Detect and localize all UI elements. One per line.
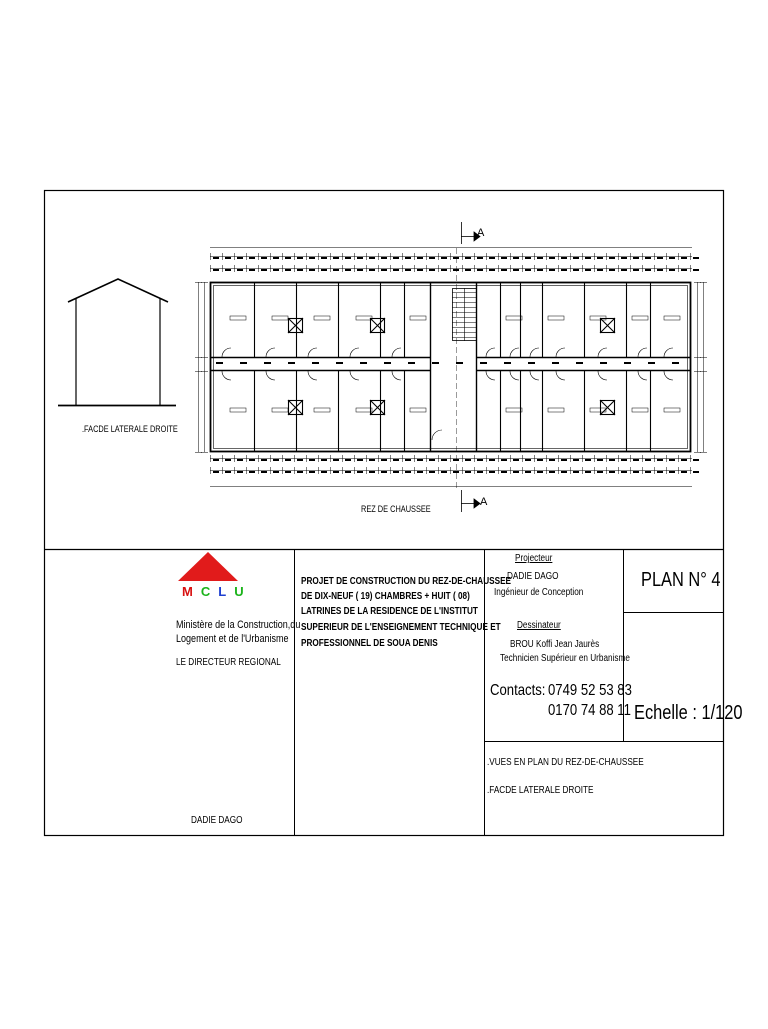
project-line-5: PROFESSIONNEL DE SOUA DENIS <box>301 638 438 649</box>
dimension-value-mark <box>249 471 255 473</box>
dimension-value-mark <box>621 257 627 259</box>
door-swing <box>638 371 647 380</box>
logo-letter-m: M <box>182 584 201 599</box>
dimension-value-mark <box>681 459 687 461</box>
dimension-value-mark <box>657 269 663 271</box>
corridor-dimension-mark <box>240 362 247 364</box>
room-tag <box>548 408 564 412</box>
dimension-value-mark <box>537 471 543 473</box>
dimension-value-mark <box>681 269 687 271</box>
dimension-value-mark <box>693 269 699 271</box>
door-swing <box>392 348 401 357</box>
dimension-value-mark <box>465 257 471 259</box>
dimension-value-mark <box>681 471 687 473</box>
dimension-value-mark <box>681 257 687 259</box>
dimension-value-mark <box>237 471 243 473</box>
dimension-value-mark <box>441 269 447 271</box>
dimension-value-mark <box>261 269 267 271</box>
room-tag <box>314 316 330 320</box>
dimension-value-mark <box>369 471 375 473</box>
ministry-line-2: Logement et de l'Urbanisme <box>176 633 289 645</box>
door-swing <box>510 348 519 357</box>
dimension-value-mark <box>573 459 579 461</box>
dimension-value-mark <box>501 269 507 271</box>
dimension-value-mark <box>525 459 531 461</box>
dimension-value-mark <box>357 459 363 461</box>
door-swing <box>556 371 565 380</box>
dimension-value-mark <box>441 471 447 473</box>
dimension-value-mark <box>633 459 639 461</box>
elevation-caption: .FACDE LATERALE DROITE <box>82 424 178 434</box>
dimension-value-mark <box>453 459 459 461</box>
dimension-value-mark <box>621 269 627 271</box>
dimension-value-mark <box>489 459 495 461</box>
dimension-value-mark <box>465 471 471 473</box>
dimension-value-mark <box>213 471 219 473</box>
dimension-value-mark <box>213 269 219 271</box>
room-tag <box>632 408 648 412</box>
dimension-value-mark <box>261 459 267 461</box>
dimension-value-mark <box>417 257 423 259</box>
dimension-value-mark <box>309 459 315 461</box>
dimension-value-mark <box>585 471 591 473</box>
dimension-value-mark <box>321 471 327 473</box>
corridor-dimension-mark <box>576 362 583 364</box>
dimension-value-mark <box>525 471 531 473</box>
dimension-value-mark <box>645 471 651 473</box>
corridor-dimension-mark <box>432 362 439 364</box>
door-swing <box>510 371 519 380</box>
dimension-value-mark <box>429 257 435 259</box>
dimension-value-mark <box>513 459 519 461</box>
door-swing <box>486 371 495 380</box>
dessinateur-name: BROU Koffi Jean Jaurès <box>510 639 600 650</box>
dimension-value-mark <box>357 257 363 259</box>
dimension-value-mark <box>597 269 603 271</box>
section-marker-bottom-label: A <box>480 496 488 508</box>
door-swing <box>222 348 231 357</box>
door-swing <box>598 371 607 380</box>
dimension-value-mark <box>249 459 255 461</box>
dimension-value-mark <box>381 269 387 271</box>
dimension-value-mark <box>285 257 291 259</box>
dimension-value-mark <box>405 471 411 473</box>
dimension-value-mark <box>633 257 639 259</box>
side-elevation <box>58 279 176 406</box>
door-swing <box>556 348 565 357</box>
corridor-dimension-mark <box>456 362 463 364</box>
dimension-value-mark <box>657 459 663 461</box>
dimension-value-mark <box>657 257 663 259</box>
door-swing <box>530 348 539 357</box>
dimension-value-mark <box>633 269 639 271</box>
dimension-value-mark <box>549 257 555 259</box>
dimension-value-mark <box>333 257 339 259</box>
dimension-value-mark <box>321 257 327 259</box>
door-swing <box>350 348 359 357</box>
door-swing <box>308 371 317 380</box>
dimension-value-mark <box>489 471 495 473</box>
dimension-value-mark <box>585 459 591 461</box>
dimension-value-mark <box>285 471 291 473</box>
dimension-value-mark <box>405 257 411 259</box>
dimension-value-mark <box>249 269 255 271</box>
door-swing <box>392 371 401 380</box>
dimension-value-mark <box>465 269 471 271</box>
section-marker-top-label: A <box>477 227 485 239</box>
room-tag <box>664 408 680 412</box>
dimension-value-mark <box>693 459 699 461</box>
dimension-value-mark <box>537 459 543 461</box>
dimension-value-mark <box>213 257 219 259</box>
room-tag <box>272 316 288 320</box>
dimension-value-mark <box>261 257 267 259</box>
dimension-value-mark <box>561 269 567 271</box>
dimension-value-mark <box>417 459 423 461</box>
dimension-value-mark <box>309 471 315 473</box>
dimension-value-mark <box>273 459 279 461</box>
dimension-value-mark <box>237 459 243 461</box>
dimension-value-mark <box>537 257 543 259</box>
dimension-value-mark <box>525 269 531 271</box>
dimension-value-mark <box>549 269 555 271</box>
projecteur-heading: Projecteur <box>515 553 553 564</box>
dimension-value-mark <box>477 459 483 461</box>
dimension-value-mark <box>633 471 639 473</box>
plan-number: PLAN N° 4 <box>641 569 721 591</box>
dimension-value-mark <box>405 269 411 271</box>
dimension-value-mark <box>609 257 615 259</box>
dimension-value-mark <box>609 459 615 461</box>
dimension-value-mark <box>357 471 363 473</box>
dimension-value-mark <box>669 257 675 259</box>
corridor-dimension-mark <box>648 362 655 364</box>
door-swing <box>598 348 607 357</box>
dimension-value-mark <box>225 471 231 473</box>
corridor-dimension-mark <box>504 362 511 364</box>
dimension-value-mark <box>417 471 423 473</box>
dimension-value-mark <box>441 459 447 461</box>
dimension-value-mark <box>345 269 351 271</box>
dimension-value-mark <box>321 269 327 271</box>
scale: Echelle : 1/120 <box>634 702 743 724</box>
dimension-value-mark <box>309 257 315 259</box>
dimension-value-mark <box>453 257 459 259</box>
door-swing <box>530 371 539 380</box>
dimension-value-mark <box>213 459 219 461</box>
dimension-value-mark <box>597 257 603 259</box>
door-swing <box>350 371 359 380</box>
dimension-value-mark <box>417 269 423 271</box>
dimension-value-mark <box>369 269 375 271</box>
door-swing <box>308 348 317 357</box>
dimension-value-mark <box>657 471 663 473</box>
door-swing <box>638 348 647 357</box>
logo-letter-u: U <box>234 584 252 599</box>
dimension-value-mark <box>273 471 279 473</box>
dimension-value-mark <box>273 269 279 271</box>
corridor-dimension-mark <box>600 362 607 364</box>
director-title: LE DIRECTEUR REGIONAL <box>176 657 281 668</box>
project-line-1: PROJET DE CONSTRUCTION DU REZ-DE-CHAUSSEE <box>301 576 512 587</box>
dimension-value-mark <box>225 459 231 461</box>
dimension-value-mark <box>585 257 591 259</box>
project-line-3: LATRINES DE LA RESIDENCE DE L'INSTITUT <box>301 606 478 617</box>
ministry-line-1: Ministère de la Construction,du <box>176 619 301 631</box>
dimension-value-mark <box>573 471 579 473</box>
contacts-label: Contacts: <box>490 682 546 699</box>
dimension-value-mark <box>501 459 507 461</box>
dimension-value-mark <box>309 269 315 271</box>
dimension-value-mark <box>501 257 507 259</box>
room-tag <box>230 408 246 412</box>
dimension-value-mark <box>561 459 567 461</box>
room-tag <box>356 316 372 320</box>
dimension-value-mark <box>513 269 519 271</box>
projecteur-name: DADIE DAGO <box>507 571 559 582</box>
project-line-2: DE DIX-NEUF ( 19) CHAMBRES + HUIT ( 08) <box>301 591 470 602</box>
corridor-dimension-mark <box>408 362 415 364</box>
room-tag <box>506 316 522 320</box>
dimension-value-mark <box>645 257 651 259</box>
room-tag <box>356 408 372 412</box>
project-line-4: SUPERIEUR DE L'ENSEIGNEMENT TECHNIQUE ET <box>301 622 501 633</box>
dessinateur-heading: Dessinateur <box>517 620 561 631</box>
phone-1: 0749 52 53 83 <box>548 682 632 699</box>
dimension-value-mark <box>393 269 399 271</box>
door-swing <box>486 348 495 357</box>
view-list-item-1: .VUES EN PLAN DU REZ-DE-CHAUSSEE <box>487 757 644 768</box>
dimension-value-mark <box>429 459 435 461</box>
dimension-value-mark <box>297 257 303 259</box>
dimension-value-mark <box>381 459 387 461</box>
dimension-value-mark <box>273 257 279 259</box>
dimension-value-mark <box>693 471 699 473</box>
dimension-value-mark <box>357 269 363 271</box>
dimension-value-mark <box>489 257 495 259</box>
dimension-value-mark <box>369 459 375 461</box>
corridor-dimension-mark <box>288 362 295 364</box>
dimension-value-mark <box>297 459 303 461</box>
view-list-item-2: .FACDE LATERALE DROITE <box>487 785 594 796</box>
door-swing <box>222 371 231 380</box>
dimension-value-mark <box>429 269 435 271</box>
dimension-value-mark <box>477 257 483 259</box>
door-swing <box>266 348 275 357</box>
corridor-dimension-mark <box>672 362 679 364</box>
dimension-value-mark <box>465 459 471 461</box>
dimension-value-mark <box>621 459 627 461</box>
dimension-value-mark <box>609 269 615 271</box>
dimension-value-mark <box>285 459 291 461</box>
phone-2: 0170 74 88 11 <box>548 702 631 719</box>
dimension-value-mark <box>513 471 519 473</box>
dimension-value-mark <box>381 257 387 259</box>
dimension-value-mark <box>333 471 339 473</box>
projecteur-role: Ingénieur de Conception <box>494 587 584 598</box>
dessinateur-role: Technicien Supérieur en Urbanisme <box>500 653 630 664</box>
dimension-value-mark <box>501 471 507 473</box>
corridor-dimension-mark <box>360 362 367 364</box>
corridor-dimension-mark <box>552 362 559 364</box>
corridor-dimension-mark <box>312 362 319 364</box>
corridor-dimension-mark <box>264 362 271 364</box>
dimension-value-mark <box>537 269 543 271</box>
entrance-door-swing <box>432 430 442 440</box>
dimension-value-mark <box>345 459 351 461</box>
room-tag <box>632 316 648 320</box>
dimension-value-mark <box>393 257 399 259</box>
dimension-value-mark <box>441 257 447 259</box>
dimension-value-mark <box>645 459 651 461</box>
plan-caption: REZ DE CHAUSSEE <box>361 504 431 514</box>
logo-triangle <box>178 552 238 581</box>
section-marker-bottom <box>461 490 480 512</box>
dimension-value-mark <box>381 471 387 473</box>
dimension-value-mark <box>429 471 435 473</box>
dimension-value-mark <box>489 269 495 271</box>
dimension-value-mark <box>525 257 531 259</box>
dimension-value-mark <box>237 257 243 259</box>
dimension-value-mark <box>477 269 483 271</box>
dimension-value-mark <box>669 459 675 461</box>
door-swing <box>266 371 275 380</box>
room-tag <box>506 408 522 412</box>
room-tag <box>314 408 330 412</box>
dimension-value-mark <box>585 269 591 271</box>
dimension-value-mark <box>549 459 555 461</box>
dimension-value-mark <box>573 257 579 259</box>
logo-letter-c: C <box>200 584 219 599</box>
room-tag <box>272 408 288 412</box>
dimension-value-mark <box>393 471 399 473</box>
dimension-value-mark <box>561 257 567 259</box>
dimension-value-mark <box>345 471 351 473</box>
dimension-value-mark <box>573 269 579 271</box>
dimension-value-mark <box>621 471 627 473</box>
dimension-value-mark <box>597 471 603 473</box>
room-tag <box>548 316 564 320</box>
dimension-value-mark <box>405 459 411 461</box>
dimension-value-mark <box>225 257 231 259</box>
dimension-value-mark <box>393 459 399 461</box>
dimension-value-mark <box>369 257 375 259</box>
dimension-value-mark <box>549 471 555 473</box>
dimension-value-mark <box>297 269 303 271</box>
dimension-value-mark <box>285 269 291 271</box>
room-tag <box>664 316 680 320</box>
door-swing <box>664 371 673 380</box>
corridor-dimension-mark <box>480 362 487 364</box>
corridor-dimension-mark <box>384 362 391 364</box>
corridor-dimension-mark <box>624 362 631 364</box>
logo-letter-l: L <box>218 584 235 599</box>
dimension-value-mark <box>513 257 519 259</box>
dimension-value-mark <box>333 459 339 461</box>
dimension-value-mark <box>561 471 567 473</box>
dimension-value-mark <box>693 257 699 259</box>
dimension-value-mark <box>453 269 459 271</box>
logo-mclu <box>182 584 252 599</box>
dimension-value-mark <box>333 269 339 271</box>
dimension-value-mark <box>669 269 675 271</box>
dimension-value-mark <box>249 257 255 259</box>
dimension-value-mark <box>453 471 459 473</box>
dimension-value-mark <box>237 269 243 271</box>
director-name: DADIE DAGO <box>191 815 243 826</box>
floor-plan <box>211 283 691 452</box>
dimension-value-mark <box>297 471 303 473</box>
corridor-dimension-mark <box>528 362 535 364</box>
dimension-value-mark <box>597 459 603 461</box>
dimension-value-mark <box>225 269 231 271</box>
dimension-value-mark <box>261 471 267 473</box>
corridor-dimension-mark <box>216 362 223 364</box>
dimension-value-mark <box>321 459 327 461</box>
dimension-value-mark <box>669 471 675 473</box>
room-tag <box>230 316 246 320</box>
dimension-value-mark <box>645 269 651 271</box>
room-tag <box>410 408 426 412</box>
room-tag <box>410 316 426 320</box>
dimension-value-mark <box>345 257 351 259</box>
dimension-value-mark <box>609 471 615 473</box>
corridor-dimension-mark <box>336 362 343 364</box>
dimension-value-mark <box>477 471 483 473</box>
door-swing <box>664 348 673 357</box>
